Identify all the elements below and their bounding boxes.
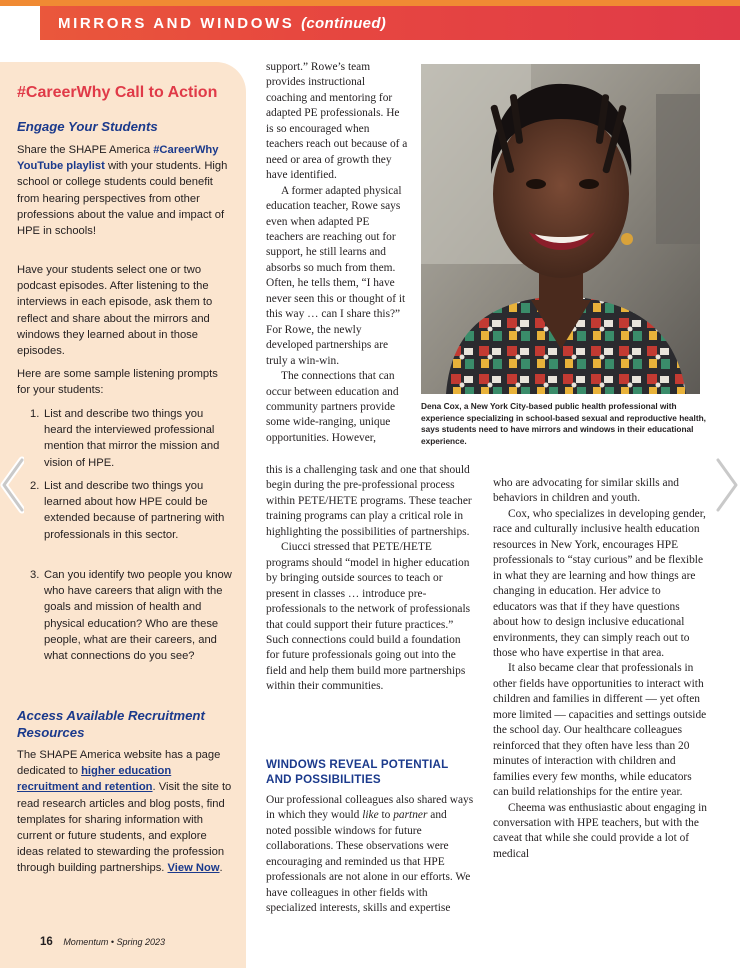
magazine-issue: Momentum • Spring 2023 [63,937,166,947]
section-heading: WINDOWS REVEAL POTENTIAL AND POSSIBILITIES [266,758,449,786]
prompt-number: 2. [30,480,40,492]
engage-p1-post: with your students. High school or college students could benefit from hearing perspectives from other professions about the value and impact of HPE in schools! [17,160,228,238]
section-continued: (continued) [301,15,387,32]
view-now-link[interactable]: View Now [167,862,220,875]
portrait-photo [421,64,700,394]
header-margin-strip [0,0,40,6]
article-column-a [266,60,408,446]
prompt-item-1 [30,406,230,476]
header-accent-strip [0,0,740,6]
engage-paragraph-1 [17,142,232,239]
article-paragraph: A former adapted physical education teacher, Rowe says even when adapted PE teachers are reaching out for support, he still learns and absorbs so much from them. Often, he tells them, “I have never seen this or thought of it this way … can I share this?” For Rowe, the newly developed partnerships are truly a win-win. [266,184,406,367]
paragraph-text: Our professional colleagues also shared ways in which they would [266,794,474,822]
page-footer [40,936,165,948]
header-margin [0,0,40,40]
section-header [58,15,386,32]
youtube-playlist-link[interactable]: #CareerWhy YouTube playlist [17,144,219,173]
chevron-right-icon[interactable] [716,456,740,514]
article-paragraph: this is a challenging task and one that should begin during the pre-professional process within PETE/HETE programs. These teacher training programs can play a critical role in highlighting the possibilities of partnerships. [266,464,472,538]
view-now-period: . [219,862,223,875]
article-paragraph: The connections that can occur between education and community partners provide some wide-ranging, unique opportunities. However, [266,370,399,444]
article-column-b [266,463,474,695]
access-p-post: . Visit the site to read research articles and blog posts, find templates for sharing information with current or future students, and explore ideas related to stewarding the profession through building partnerships. [17,781,232,875]
article-paragraph: It also became clear that professionals in other fields have opportunities to interact with children and families in different — yet often more limited — capacities and settings outside the school day. Our healthcare colleagues reinforced that they often have less than 20 minutes of interaction with children and families every few months, while educators can build relationships for the entire year. [493,662,707,799]
sidebar-title: #CareerWhy Call to Action [17,84,218,101]
prompt-number: 3. [30,569,40,581]
access-heading: Access Available Recruitment Resources [17,708,205,740]
prompt-text: Can you identify two people you know who have careers that align with the goals and mission of health and physical education? Who are these people, what are their careers, and what connections do you see? [44,569,232,663]
article-column-c [493,476,707,862]
section-title: MIRRORS AND WINDOWS [58,15,295,32]
photo-caption: Dena Cox, a New York City-based public health professional with experience specializing in school-based sexual and reproductive health, says students need to have mirrors and windows in their educational experience. [421,401,706,446]
italic-like: like [362,809,379,822]
page-number: 16 [40,936,53,948]
article-paragraph: support.” Rowe’s team provides instructional coaching and mentoring for adapted PE professionals. He is so encouraged when teachers reach out because of a need or area of growth they have identified. [266,61,408,182]
engage-paragraph-2: Have your students select one or two podcast episodes. After listening to the interviews in each episode, ask them to reflect and share about the mirrors and windows they learned about in those episodes. [17,264,213,358]
engage-p1-pre: Share the SHAPE America [17,144,151,156]
prompt-item-3 [30,567,230,697]
paragraph-text: and noted possible windows for future collaborations. These observations were encouraging and reminded us that HPE professionals are not alone in our efforts. We have colleagues in other fields with specialized interests, skills and expertise [266,809,471,915]
access-p-pre: The SHAPE America website has a page dedicated to [17,749,221,778]
engage-heading: Engage Your Students [17,119,158,134]
article-paragraph: Cox, who specializes in developing gender, race and culturally inclusive health education resources in New York, encourages HPE professionals to “stay curious” and be flexible in what they are learning and how things are changing in education. Her advice to educators was that if they have questions about how to design inclusive educational environments, they can simply reach out to those who have expertise in that area. [493,507,706,659]
portrait-illustration [421,64,700,394]
prompt-item-2 [30,478,230,548]
prompt-text: List and describe two things you learned about how HPE could be extended because of partnering with professionals in this sector. [44,480,225,541]
article-column-b-continued [266,793,474,917]
recruitment-retention-link[interactable]: higher education recruitment and retention [17,765,172,794]
article-paragraph: who are advocating for similar skills and behaviors in children and youth. [493,477,679,505]
article-paragraph: Ciucci stressed that PETE/HETE programs should “model in higher education by bringing outside sources to teach or present in classes … introduce pre-professionals to the network of professionals that could support their future practices.” Such connections could build a foundation for future professionals going out into the field and help them build more partnerships within their communities. [266,541,471,693]
article-paragraph: Cheema was enthusiastic about engaging in conversation with HPE teachers, but with the caveat that while she could provide a lot of medical [493,801,707,860]
prompt-number: 1. [30,408,40,420]
italic-partner: partner [393,809,428,822]
paragraph-text: to [381,809,391,822]
engage-paragraph-3: Here are some sample listening prompts for your students: [17,368,218,397]
access-paragraph [17,747,232,877]
article-paragraph [266,793,474,917]
chevron-left-icon[interactable] [0,456,24,514]
prompt-text: List and describe two things you heard the interviewed professional mention that mirror the mission and vision of HPE. [44,408,220,469]
